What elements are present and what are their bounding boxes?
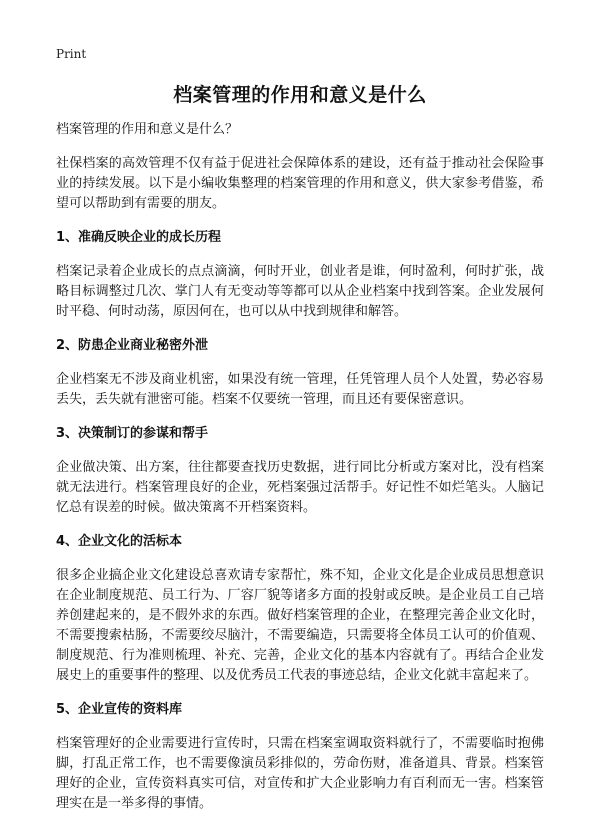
section-heading-1: 1、准确反映企业的成长历程 — [56, 230, 222, 245]
section-heading-3: 3、决策制订的参谋和帮手 — [56, 426, 209, 441]
section-body-5: 档案管理好的企业需要进行宣传时，只需在档案室调取资料就行了，不需要临时抱佛脚，打乱正常工作，也不需要像演员彩排似的，劳命伤财，准备道具、背景。档案管理好的企业，宣传资料真实可信，对宣传和扩大企业影响力有百利而无一害。档案管理实在是一举多得的事情。 — [56, 736, 544, 811]
section-heading-2: 2、防患企业商业秘密外泄 — [56, 338, 209, 353]
print-label: Print — [56, 47, 87, 61]
section-body-3: 企业做决策、出方案，往往都要查找历史数据，进行同比分析或方案对比，没有档案就无法进行。档案管理良好的企业，死档案强过活帮手。好记性不如烂笔头。人脑记忆总有误差的时候。做决策离不开档案资料。 — [56, 460, 544, 515]
section-body-4: 很多企业搞企业文化建设总喜欢请专家帮忙，殊不知，企业文化是企业成员思想意识在企业制度规范、员工行为、厂容厂貌等诸多方面的投射或反映。是企业员工自己培养创建起来的，是不假外求的东西。做好档案管理的企业，在整理完善企业文化时，不需要搜索枯肠，不需要绞尽脑汁，不需要编造，只需要将全体员工认可的价值观、制度规范、行为准则梳理、补充、完善，企业文化的基本内容就有了。再结合企业发展史上的重要事件的整理、以及优秀员工代表的事迹总结，企业文化就丰富起来了。 — [56, 568, 544, 683]
section-body-1: 档案记录着企业成长的点点滴滴，何时开业，创业者是谁，何时盈利，何时扩张，战略目标调整过几次、掌门人有无变动等等都可以从企业档案中找到答案。企业发展何时平稳、何时动荡，原因何在，也可以从中找到规律和解答。 — [56, 264, 544, 319]
document-content — [56, 120, 544, 828]
section-heading-4: 4、企业文化的活标本 — [56, 534, 183, 549]
intro-question: 档案管理的作用和意义是什么？ — [56, 122, 239, 137]
section-body-2: 企业档案无不涉及商业机密，如果没有统一管理，任凭管理人员个人处置，势必容易丢失，丢失就有泄密可能。档案不仅要统一管理，而且还有要保密意识。 — [56, 372, 544, 407]
section-heading-5: 5、企业宣传的资料库 — [56, 702, 183, 717]
intro-paragraph: 社保档案的高效管理不仅有益于促进社会保障体系的建设，还有益于推动社会保险事业的持续发展。以下是小编收集整理的档案管理的作用和意义，供大家参考借鉴，希望可以帮助到有需要的朋友。 — [56, 156, 544, 211]
document-title: 档案管理的作用和意义是什么 — [173, 84, 427, 106]
